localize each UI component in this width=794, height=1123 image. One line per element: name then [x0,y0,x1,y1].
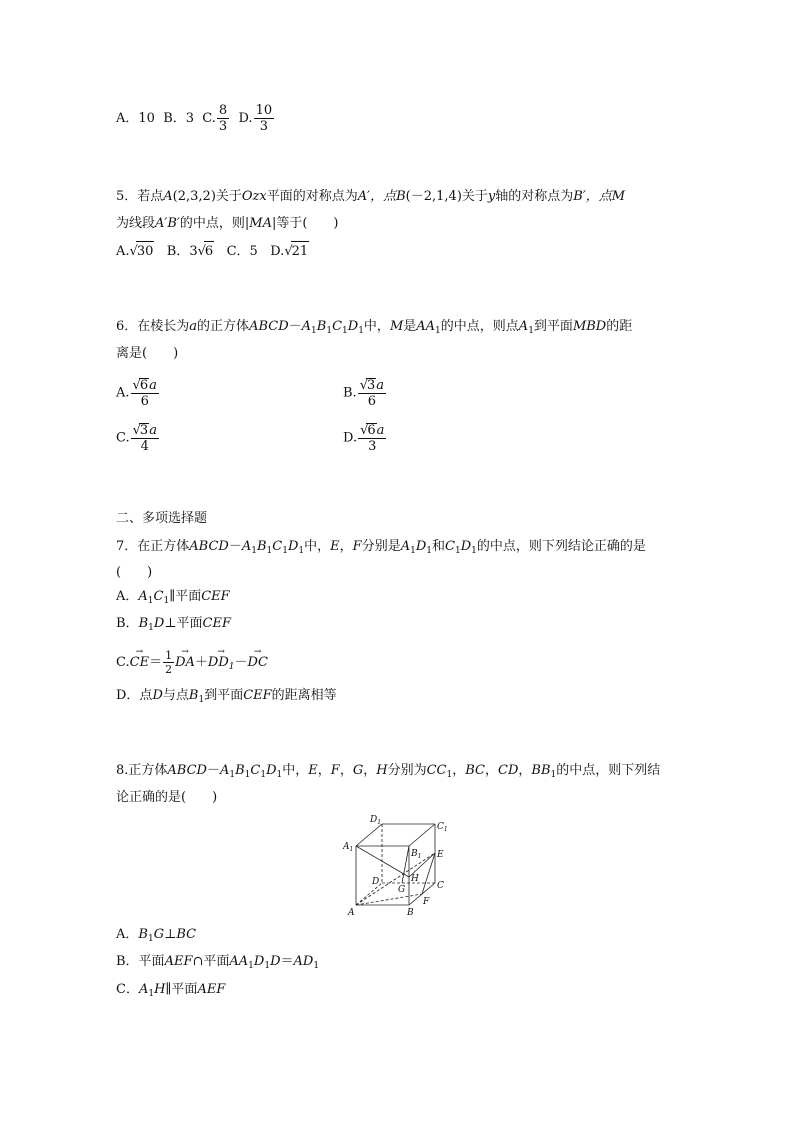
label-d: D [372,877,380,887]
q6-stem-line2: 离是( ) [116,346,179,361]
label-b: B [407,908,414,918]
line-b1-g [402,846,409,883]
q7-option-b: B．$B_1D\perp$平面CEF [116,616,231,633]
label-a: A [348,908,355,918]
label-h: H [411,874,419,884]
q7-option-a: A．$A_1C_1\parallel$平面CEF [116,589,230,606]
q5-option-a: A.√30 [116,244,154,259]
q5-stem-line2: 为线段A′B′的中点，则|MA|等于( ) [116,216,339,231]
line-a-f-hidden [356,894,422,905]
q4-options [116,104,275,133]
q8-stem-line2: 论正确的是( ) [116,790,218,805]
edge-b1c1 [409,824,435,846]
label-f: F [423,897,430,907]
q5-option-c: C．5 [226,244,258,259]
q8-option-c: C．$A_1H\parallel$平面AEF [116,982,226,999]
q5-options [116,241,309,262]
q6-option-b: B. $\frac{√3a}{6}$ [343,378,385,409]
q6-option-c: C. $\frac{√3a}{4}$ [116,423,157,454]
q7-stem-line2: ( ) [116,565,153,580]
q4-option-b: B．3 [163,111,195,126]
q6-option-a: A. $\frac{√6a}{6}$ [116,378,157,409]
q8-stem-line1: 8.正方体$ABCD-A_1B_1C_1D_1$中，E，F，G，H分别为$CC_1$，BC，CD，$BB_1$的中点，则下列结 [116,763,661,780]
label-c: C [437,881,444,891]
label-e: E [437,850,444,860]
label-g: G [398,885,406,895]
q5-stem-line1: 5．若点A(2,3,2)关于Ozx平面的对称点为A′，点B(－2,1,4)关于y轴的对称点为B′，点M [116,189,626,204]
section-heading: 二、多项选择题 [116,511,208,526]
q5-option-b: B．3√6 [167,244,214,259]
q4-option-d: D. $\frac{10}{3}$ [238,103,273,134]
q7-option-d: D．点D与点$B_1$到平面CEF的距离相等 [116,688,337,705]
q7-stem-line1: 7．在正方体$ABCD-A_1B_1C_1D_1$中，E，F分别是$A_1D_1$和$C_1D_1$的中点，则下列结论正确的是 [116,539,646,556]
label-a1: $A_1$ [343,842,354,853]
label-c1: $C_1$ [437,822,448,833]
q8-option-a: A．$B_1G\perp BC$ [116,927,197,944]
q6-stem-line1: 6．在棱长为a的正方体$ABCD-A_1B_1C_1D_1$中，M是$AA_1$的中点，则点$A_1$到平面MBD的距 [116,319,633,336]
q5-option-d: D.√21 [270,244,309,259]
q8-option-b: B．平面AEF∩平面$AA_1D_1D=AD_1$ [116,954,320,971]
label-d1: $D_1$ [370,815,382,826]
q6-option-d: D. $\frac{√6a}{3}$ [343,423,385,454]
q4-option-c: C. $\frac{8}{3}$ [202,103,228,134]
cube-figure [340,812,460,920]
line-a1-h [356,846,409,877]
edge-a1d1 [356,824,382,846]
label-b1: $B_1$ [411,849,422,860]
q7-option-c: C.→ CE＝ $\frac{1}{2}$ → $DA+\to DD_1-\to$ DC [116,650,268,677]
q4-option-a: A．10 [116,111,155,126]
